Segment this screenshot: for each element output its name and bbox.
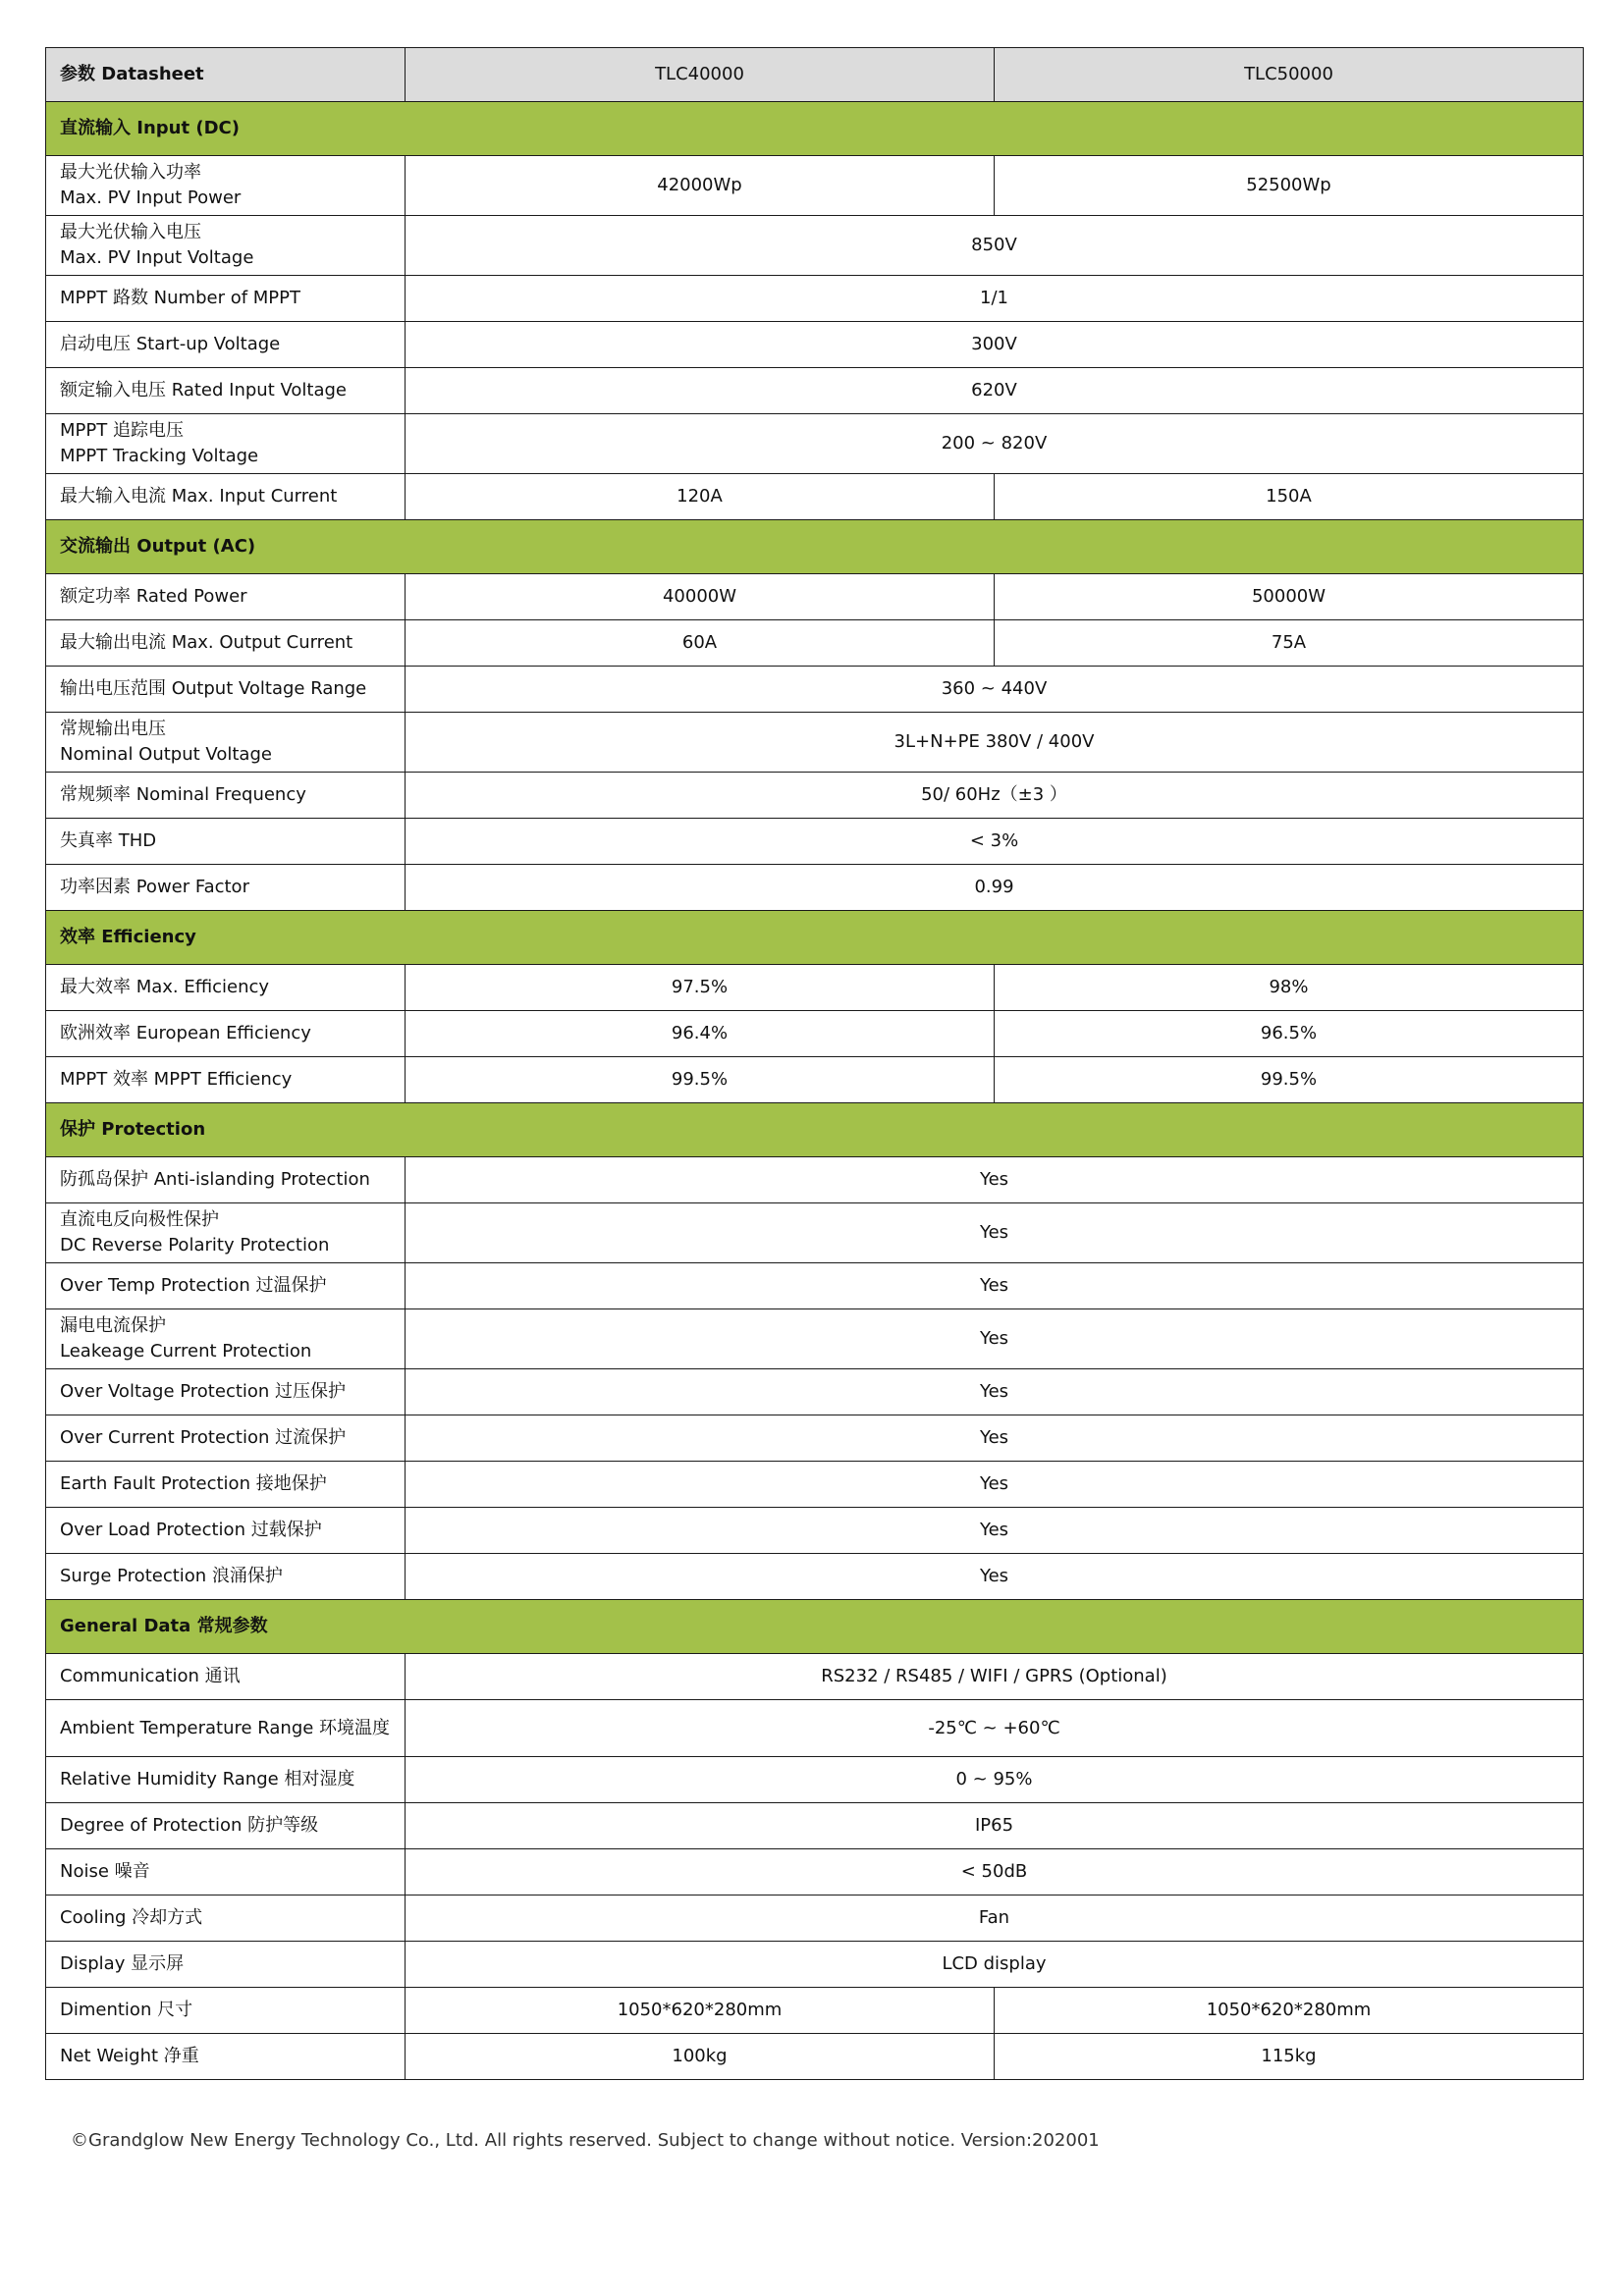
spec-label [46, 1157, 406, 1203]
spec-row [46, 156, 1584, 216]
spec-label-line: 欧洲效率 European Efficiency [60, 1023, 311, 1043]
spec-label-line: Noise 噪音 [60, 1861, 150, 1882]
spec-label-line: Display 显示屏 [60, 1953, 185, 1974]
spec-label [46, 1988, 406, 2034]
spec-label [46, 667, 406, 713]
spec-value-shared: Yes [406, 1203, 1584, 1263]
spec-label-line: 常规输出电压 [60, 719, 166, 739]
spec-label [46, 1896, 406, 1942]
spec-label-line: 启动电压 Start-up Voltage [60, 334, 281, 354]
spec-value-shared: Yes [406, 1369, 1584, 1415]
spec-row [46, 414, 1584, 474]
spec-label-line: 最大光伏输入电压 [60, 222, 201, 242]
spec-label [46, 1011, 406, 1057]
spec-value-shared: 360 ~ 440V [406, 667, 1584, 713]
spec-value-model-1: 100kg [406, 2034, 995, 2080]
spec-row [46, 1309, 1584, 1369]
spec-row [46, 1896, 1584, 1942]
spec-row [46, 1011, 1584, 1057]
spec-value-model-1: 40000W [406, 574, 995, 620]
spec-label [46, 2034, 406, 2080]
spec-label-line: Net Weight 净重 [60, 2046, 199, 2066]
spec-value-shared: 200 ~ 820V [406, 414, 1584, 474]
spec-row [46, 2034, 1584, 2080]
spec-value-shared: -25℃ ~ +60℃ [406, 1700, 1584, 1757]
spec-value-shared: Fan [406, 1896, 1584, 1942]
section-header-row [46, 1600, 1584, 1654]
spec-label [46, 156, 406, 216]
spec-row [46, 1508, 1584, 1554]
spec-value-shared: Yes [406, 1554, 1584, 1600]
datasheet-body [46, 48, 1584, 2080]
spec-label [46, 474, 406, 520]
spec-label-line: Ambient Temperature Range 环境温度 [60, 1717, 391, 1738]
spec-row [46, 667, 1584, 713]
spec-label [46, 1462, 406, 1508]
spec-value-model-2: 98% [995, 965, 1584, 1011]
spec-value-shared: 300V [406, 322, 1584, 368]
spec-row [46, 1654, 1584, 1700]
header-label: 参数 Datasheet [46, 48, 406, 102]
spec-row [46, 368, 1584, 414]
spec-label-line: Communication 通讯 [60, 1666, 241, 1686]
spec-label [46, 773, 406, 819]
spec-label-line: MPPT 效率 MPPT Efficiency [60, 1069, 293, 1090]
section-title: 保护 Protection [46, 1103, 1584, 1157]
spec-label-line: Nominal Output Voltage [60, 744, 272, 765]
spec-label-line: Relative Humidity Range 相对湿度 [60, 1769, 355, 1789]
spec-label [46, 620, 406, 667]
spec-label [46, 1654, 406, 1700]
spec-label [46, 414, 406, 474]
spec-row [46, 965, 1584, 1011]
spec-label-line: 额定输入电压 Rated Input Voltage [60, 380, 347, 400]
spec-label [46, 1803, 406, 1849]
spec-row [46, 1988, 1584, 2034]
spec-label [46, 1700, 406, 1757]
spec-value-shared: LCD display [406, 1942, 1584, 1988]
spec-value-model-2: 150A [995, 474, 1584, 520]
spec-value-shared: 620V [406, 368, 1584, 414]
spec-label [46, 819, 406, 865]
spec-value-model-1: 99.5% [406, 1057, 995, 1103]
spec-label-line: 功率因素 Power Factor [60, 877, 249, 897]
spec-label-line: DC Reverse Polarity Protection [60, 1235, 330, 1255]
spec-value-model-2: 50000W [995, 574, 1584, 620]
spec-label [46, 574, 406, 620]
spec-label-line: 失真率 THD [60, 830, 157, 851]
section-title: 交流输出 Output (AC) [46, 520, 1584, 574]
spec-row [46, 1803, 1584, 1849]
spec-row [46, 1263, 1584, 1309]
spec-row [46, 1757, 1584, 1803]
spec-label-line: Over Load Protection 过载保护 [60, 1520, 322, 1540]
spec-label-line: 最大输入电流 Max. Input Current [60, 486, 338, 507]
spec-value-shared: 0.99 [406, 865, 1584, 911]
spec-value-model-1: 60A [406, 620, 995, 667]
spec-value-shared: 1/1 [406, 276, 1584, 322]
spec-value-shared: RS232 / RS485 / WIFI / GPRS (Optional) [406, 1654, 1584, 1700]
spec-row [46, 1057, 1584, 1103]
spec-label-line: MPPT Tracking Voltage [60, 446, 259, 466]
spec-row [46, 1700, 1584, 1757]
spec-value-shared: 3L+N+PE 380V / 400V [406, 713, 1584, 773]
spec-label-line: 最大光伏输入功率 [60, 162, 201, 183]
spec-label [46, 865, 406, 911]
spec-label-line: Over Temp Protection 过温保护 [60, 1275, 327, 1296]
spec-label-line: MPPT 路数 Number of MPPT [60, 288, 301, 308]
section-title: 直流输入 Input (DC) [46, 102, 1584, 156]
spec-label [46, 1942, 406, 1988]
spec-value-shared: Yes [406, 1462, 1584, 1508]
model-2-header: TLC50000 [995, 48, 1584, 102]
header-row [46, 48, 1584, 102]
spec-row [46, 574, 1584, 620]
spec-row [46, 1369, 1584, 1415]
section-header-row [46, 1103, 1584, 1157]
spec-value-shared: 850V [406, 216, 1584, 276]
spec-label-line: 漏电电流保护 [60, 1315, 166, 1336]
spec-value-model-2: 115kg [995, 2034, 1584, 2080]
spec-label [46, 1263, 406, 1309]
spec-row [46, 620, 1584, 667]
spec-value-shared: < 50dB [406, 1849, 1584, 1896]
spec-label-line: 常规频率 Nominal Frequency [60, 784, 306, 805]
spec-row [46, 713, 1584, 773]
spec-value-model-2: 96.5% [995, 1011, 1584, 1057]
spec-value-shared: 50/ 60Hz（±3 ） [406, 773, 1584, 819]
spec-label-line: Surge Protection 浪涌保护 [60, 1566, 283, 1586]
spec-label [46, 1415, 406, 1462]
spec-row [46, 216, 1584, 276]
spec-row [46, 1157, 1584, 1203]
spec-label-line: 防孤岛保护 Anti-islanding Protection [60, 1169, 370, 1190]
spec-label [46, 1849, 406, 1896]
spec-label-line: Earth Fault Protection 接地保护 [60, 1473, 327, 1494]
spec-label [46, 713, 406, 773]
spec-label-line: Max. PV Input Voltage [60, 247, 254, 268]
spec-value-shared: Yes [406, 1157, 1584, 1203]
spec-label-line: Cooling 冷却方式 [60, 1907, 203, 1928]
spec-label [46, 1369, 406, 1415]
section-header-row [46, 102, 1584, 156]
spec-row [46, 322, 1584, 368]
spec-label-line: Over Voltage Protection 过压保护 [60, 1381, 347, 1402]
spec-row [46, 1554, 1584, 1600]
section-header-row [46, 520, 1584, 574]
spec-row [46, 1849, 1584, 1896]
spec-label [46, 1309, 406, 1369]
spec-value-model-1: 96.4% [406, 1011, 995, 1057]
spec-row [46, 276, 1584, 322]
spec-label [46, 216, 406, 276]
spec-label [46, 322, 406, 368]
spec-label-line: MPPT 追踪电压 [60, 420, 184, 441]
spec-value-shared: IP65 [406, 1803, 1584, 1849]
spec-value-model-1: 120A [406, 474, 995, 520]
spec-label-line: Dimention 尺寸 [60, 2000, 193, 2020]
spec-value-shared: Yes [406, 1309, 1584, 1369]
spec-value-model-1: 42000Wp [406, 156, 995, 216]
spec-label-line: Degree of Protection 防护等级 [60, 1815, 319, 1836]
spec-row [46, 1203, 1584, 1263]
spec-label [46, 1554, 406, 1600]
spec-label [46, 965, 406, 1011]
copyright-footer: ©Grandglow New Energy Technology Co., Ltd. All rights reserved. Subject to change without notice. Version:202001 [71, 2130, 1100, 2151]
spec-value-model-2: 1050*620*280mm [995, 1988, 1584, 2034]
spec-label-line: Max. PV Input Power [60, 187, 242, 208]
spec-value-model-2: 52500Wp [995, 156, 1584, 216]
spec-label-line: 直流电反向极性保护 [60, 1209, 219, 1230]
spec-label [46, 1203, 406, 1263]
spec-value-model-1: 97.5% [406, 965, 995, 1011]
model-1-header: TLC40000 [406, 48, 995, 102]
spec-row [46, 1942, 1584, 1988]
spec-label [46, 1508, 406, 1554]
spec-label-line: 最大效率 Max. Efficiency [60, 977, 270, 997]
section-title: General Data 常规参数 [46, 1600, 1584, 1654]
spec-value-shared: 0 ~ 95% [406, 1757, 1584, 1803]
spec-value-shared: Yes [406, 1415, 1584, 1462]
section-header-row [46, 911, 1584, 965]
spec-row [46, 474, 1584, 520]
spec-value-shared: Yes [406, 1263, 1584, 1309]
spec-label [46, 1057, 406, 1103]
spec-label-line: Over Current Protection 过流保护 [60, 1427, 347, 1448]
spec-label-line: 最大输出电流 Max. Output Current [60, 632, 353, 653]
spec-value-shared: Yes [406, 1508, 1584, 1554]
spec-label-line: 额定功率 Rated Power [60, 586, 247, 607]
spec-label [46, 276, 406, 322]
spec-value-shared: < 3% [406, 819, 1584, 865]
spec-label-line: Leakeage Current Protection [60, 1341, 312, 1362]
datasheet-table [45, 47, 1584, 2080]
spec-row [46, 1462, 1584, 1508]
spec-label [46, 1757, 406, 1803]
spec-value-model-1: 1050*620*280mm [406, 1988, 995, 2034]
spec-row [46, 1415, 1584, 1462]
spec-label [46, 368, 406, 414]
section-title: 效率 Efficiency [46, 911, 1584, 965]
spec-label-line: 输出电压范围 Output Voltage Range [60, 678, 367, 699]
spec-row [46, 865, 1584, 911]
spec-row [46, 819, 1584, 865]
spec-row [46, 773, 1584, 819]
spec-value-model-2: 99.5% [995, 1057, 1584, 1103]
spec-value-model-2: 75A [995, 620, 1584, 667]
